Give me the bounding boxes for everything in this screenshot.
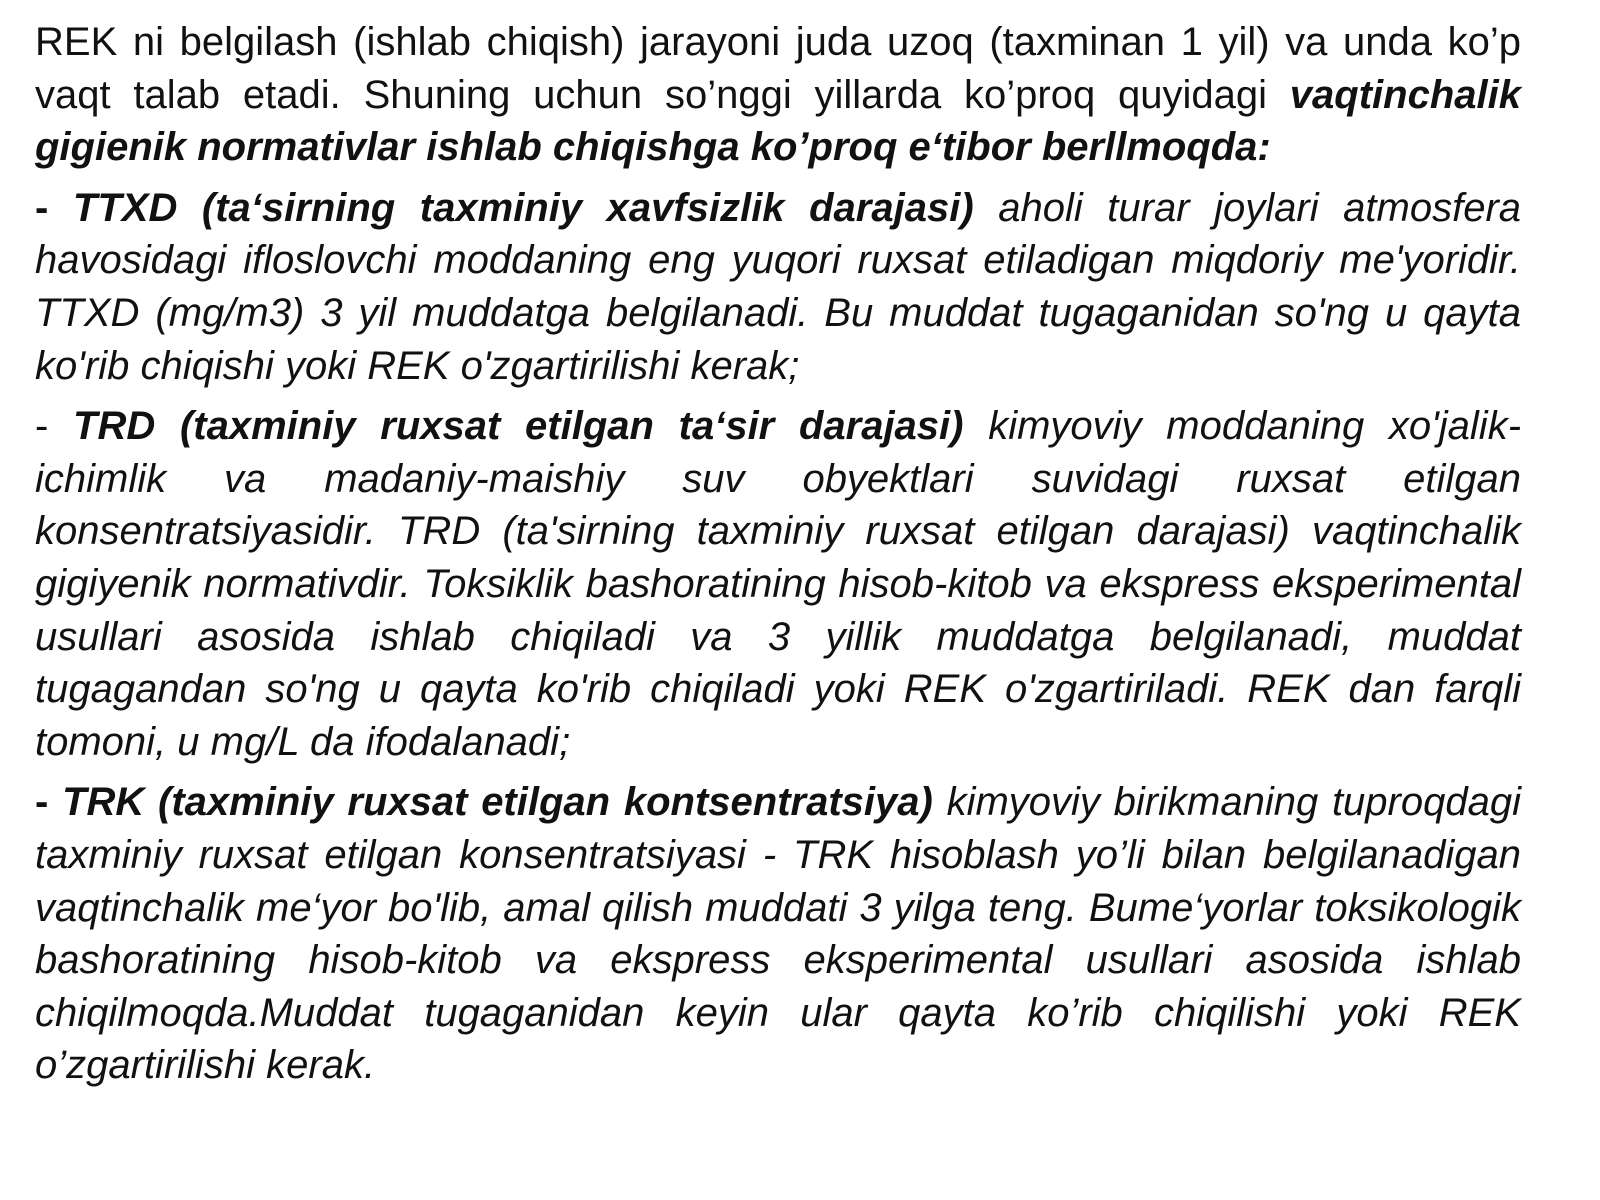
definition-item-trk xyxy=(35,776,1521,1092)
intro-text: REK ni belgilash (ishlab chiqish) jarayoni juda uzoq (taxminan 1 yil) va unda ko’p vaqt talab etadi. Shuning uchun so’nggi yillarda ko’proq quyidagi xyxy=(35,20,1521,117)
intro-paragraph xyxy=(35,16,1521,174)
definition-ttxd: aholi turar joylari atmosfera havosidagi ifloslovchi moddaning eng yuqori ruxsat etiladigan miqdoriy me'yoridir. TTXD (mg/m3) 3 yil muddatga belgilanadi. Bu muddat tugaganidan so'ng u qayta ko'rib chiqishi yoki REK o'zgartirilishi kerak; xyxy=(35,185,1522,388)
term-trd: TRD (taxminiy ruxsat etilgan ta‘sir darajasi) xyxy=(73,404,964,449)
definition-item-trd xyxy=(35,400,1521,768)
definition-item-ttxd xyxy=(35,182,1521,392)
item-dash: - xyxy=(35,780,49,825)
intro-emphasis: vaqtinchalik gigienik normativlar ishlab chiqishga ko’proq e‘tibor berllmoqda: xyxy=(35,72,1521,170)
item-dash: - xyxy=(35,404,49,449)
term-ttxd: TTXD (ta‘sirning taxminiy xavfsizlik darajasi) xyxy=(72,185,974,230)
term-trk: TRK (taxminiy ruxsat etilgan kontsentratsiya) xyxy=(62,780,933,825)
definition-trk: kimyoviy birikmaning tuproqdagi taxminiy ruxsat etilgan konsentratsiyasi - TRK hisoblash yo’li bilan belgilanadigan vaqtinchalik me‘yor bo'lib, amal qilish muddati 3 yilga teng. Bume‘yorlar toksikologik bashoratining hisob-kitob va ekspress eksperimental usullari asosida ishlab chiqilmoqda.Muddat tugaganidan keyin ular qayta ko’rib chiqilishi yoki REK o’zgartirilishi kerak. xyxy=(35,780,1521,1088)
document-body xyxy=(35,16,1521,1100)
definition-trd: kimyoviy moddaning xo'jalik-ichimlik va madaniy-maishiy suv obyektlari suvidagi ruxsat etilgan konsentratsiyasidir. TRD (ta'sirning taxminiy ruxsat etilgan darajasi) vaqtinchalik gigiyenik normativdir. Toksiklik bashoratining hisob-kitob va ekspress eksperimental usullari asosida ishlab chiqiladi va 3 yillik muddatga belgilanadi, muddat tugagandan so'ng u qayta ko'rib chiqiladi yoki REK o'zgartiriladi. REK dan farqli tomoni, u mg/L da ifodalanadi; xyxy=(35,404,1522,764)
item-dash: - xyxy=(35,185,49,230)
